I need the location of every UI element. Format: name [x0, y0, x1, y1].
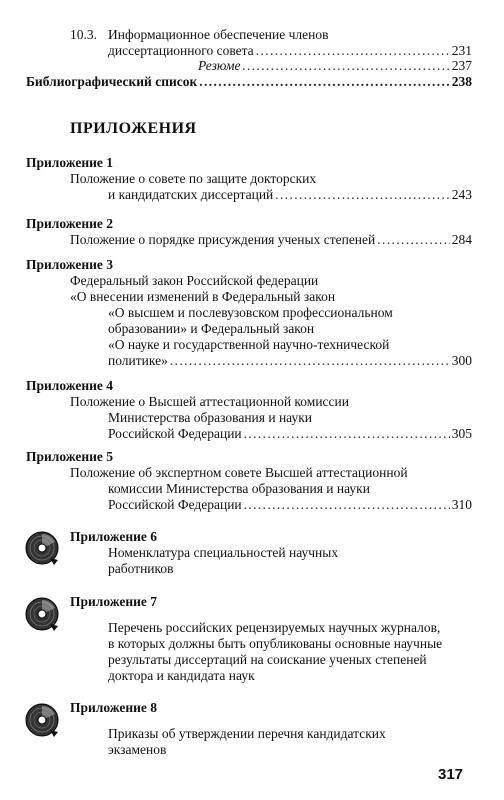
appendix-line: «О науке и государственной научно-технической: [108, 337, 390, 352]
toc-summary-title: Резюме: [198, 58, 241, 73]
appendix-line: образовании» и Федеральный закон: [108, 321, 315, 336]
cd-disc-icon: [24, 530, 60, 566]
page-number: 317: [438, 766, 464, 783]
leader-dots: [377, 232, 450, 248]
appendix-line: Федеральный закон Российской федерации: [70, 273, 319, 288]
appendix-line: Положение о порядке присуждения ученых степеней: [70, 232, 376, 247]
appendices-heading: ПРИЛОЖЕНИЯ: [70, 120, 197, 137]
appendix-page: 243: [451, 187, 472, 202]
appendix-line: и кандидатских диссертаций: [108, 187, 274, 202]
leader-dots: [256, 43, 450, 59]
toc-item-page: 231: [451, 43, 472, 58]
appendix-label: Приложение 8: [70, 700, 158, 715]
appendix-label: Приложение 3: [26, 257, 114, 272]
leader-dots: [170, 353, 450, 369]
appendix-label: Приложение 2: [26, 216, 114, 231]
appendix-line: комиссии Министерства образования и науки: [108, 481, 370, 496]
appendix-line: Приказы об утверждении перечня кандидатских: [108, 726, 386, 741]
leader-dots: [242, 58, 449, 74]
appendix-line: Российской Федерации: [108, 497, 242, 512]
appendix-label: Приложение 6: [70, 529, 158, 544]
toc-summary-row[interactable]: [198, 58, 472, 74]
appendix-line: доктора и кандидата наук: [108, 668, 255, 683]
appendix-2-row[interactable]: [70, 232, 472, 248]
appendix-page: 310: [451, 497, 472, 512]
appendix-line: «О внесении изменений в Федеральный закон: [70, 289, 336, 304]
appendix-line: политике»: [108, 353, 168, 368]
toc-item-title-line2: диссертационного совета: [108, 43, 254, 58]
toc-item-row[interactable]: [108, 43, 472, 59]
appendix-1-row[interactable]: [108, 187, 472, 203]
appendix-page: 305: [451, 426, 472, 441]
appendix-line: Положение о совете по защите докторских: [70, 171, 317, 186]
appendix-line: Перечень российских рецензируемых научных журналов,: [108, 620, 441, 635]
toc-biblio-title: Библиографический список: [26, 74, 198, 89]
appendix-line: в которых должны быть опубликованы основные научные: [108, 636, 443, 651]
cd-disc-icon: [24, 702, 60, 738]
appendix-line: «О высшем и послевузовском профессиональном: [108, 305, 393, 320]
appendix-line: Положение об экспертном совете Высшей аттестационной: [70, 465, 408, 480]
appendix-line: результаты диссертаций на соискание ученых степеней: [108, 652, 427, 667]
appendix-label: Приложение 7: [70, 594, 158, 609]
appendix-line: Положение о Высшей аттестационной комиссии: [70, 394, 349, 409]
appendix-label: Приложение 1: [26, 155, 114, 170]
toc-biblio-page: 238: [451, 74, 472, 89]
appendix-line: Министерства образования и науки: [108, 410, 313, 425]
appendix-label: Приложение 5: [26, 449, 114, 464]
cd-disc-icon: [24, 596, 60, 632]
leader-dots: [244, 426, 450, 442]
leader-dots: [199, 74, 449, 90]
leader-dots: [275, 187, 449, 203]
toc-biblio-row[interactable]: [26, 74, 472, 90]
appendix-5-row[interactable]: [108, 497, 472, 513]
appendix-line: Российской Федерации: [108, 426, 242, 441]
appendix-line: экзаменов: [108, 742, 167, 757]
toc-item-number: 10.3.: [70, 27, 97, 42]
appendix-line: Номенклатура специальностей научных: [108, 545, 339, 560]
toc-item-title-line1: Информационное обеспечение членов: [108, 27, 329, 42]
appendix-line: работников: [108, 561, 174, 576]
appendix-4-row[interactable]: [108, 426, 472, 442]
appendix-page: 300: [451, 353, 472, 368]
appendix-3-row[interactable]: [108, 353, 472, 369]
leader-dots: [244, 497, 450, 513]
appendix-label: Приложение 4: [26, 378, 114, 393]
toc-summary-page: 237: [451, 58, 472, 73]
appendix-page: 284: [451, 232, 472, 247]
